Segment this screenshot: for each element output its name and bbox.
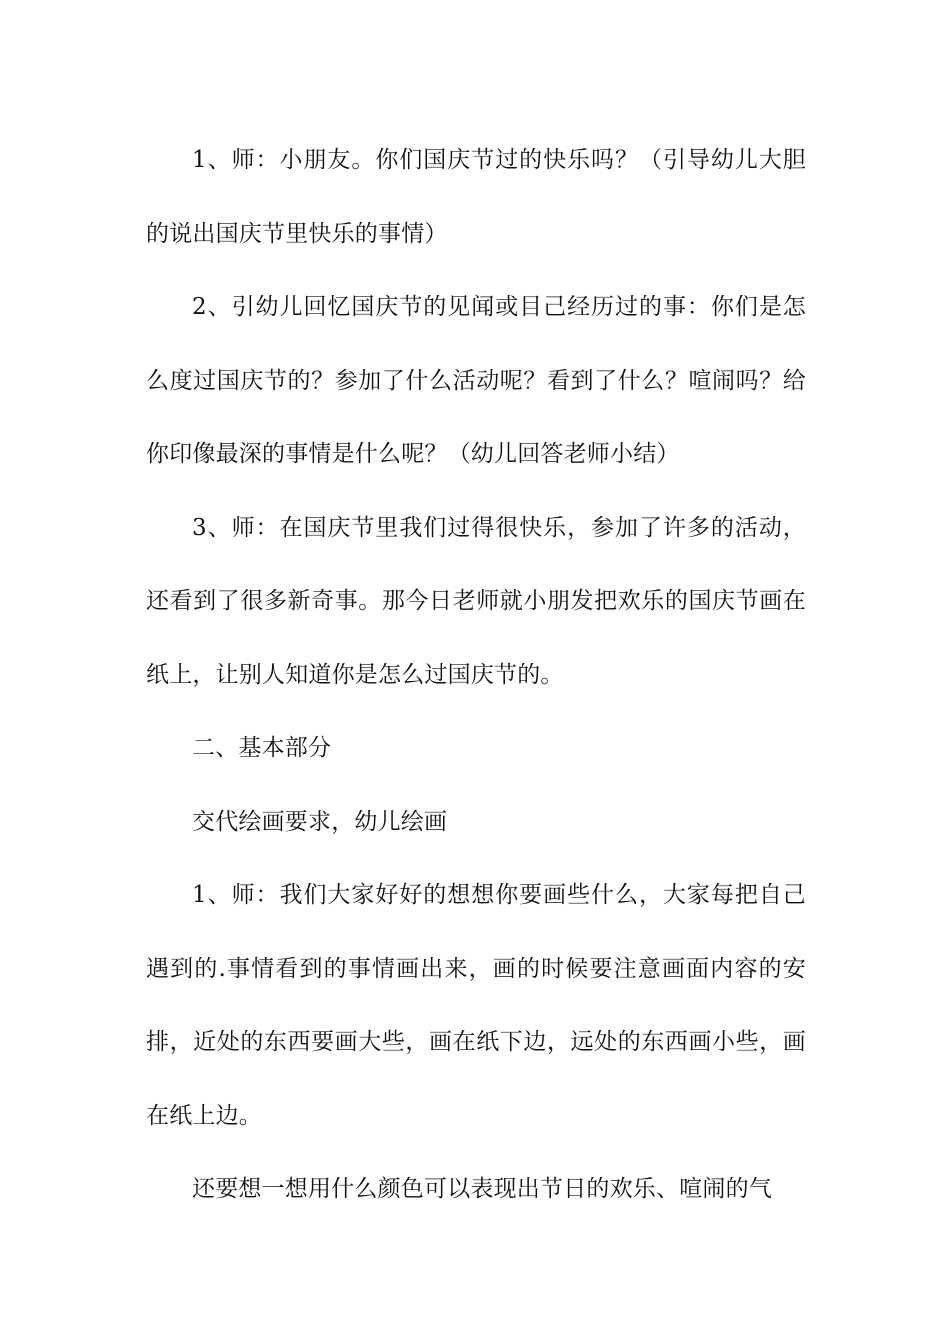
paragraph-teacher-summary: 3、师：在国庆节里我们过得很快乐，参加了许多的活动，还看到了很多新奇事。那今日老师就小朋发把欢乐的国庆节画在纸上，让别人知道你是怎么过国庆节的。 [146, 514, 806, 688]
paragraph-color-instructions: 还要想一想用什么颜色可以表现出节日的欢乐、喧闹的气 [192, 1176, 772, 1202]
paragraph-drawing-requirements: 交代绘画要求，幼儿绘画 [192, 808, 448, 835]
paragraph-opening-question: 1、师：小朋友。你们国庆节过的快乐吗？（引导幼儿大胆的说出国庆节里快乐的事情） [146, 147, 806, 247]
section-heading-basic-part: 二、基本部分 [192, 735, 332, 761]
paragraph-recall-experience: 2、引幼儿回忆国庆节的见闻或目己经历过的事：你们是怎么度过国庆节的？参加了什么活动呢？看到了什么？喧闹吗？给你印像最深的事情是什么呢？（幼儿回答老师小结） [146, 294, 806, 467]
document-body [146, 124, 806, 1227]
paragraph-drawing-instructions: 1、师：我们大家好好的想想你要画些什么，大家每把自己遇到的.事情看到的事情画出来，画的时候要注意画面内容的安排，近处的东西要画大些，画在纸下边，远处的东西画小些，画在纸上边。 [146, 882, 806, 1129]
